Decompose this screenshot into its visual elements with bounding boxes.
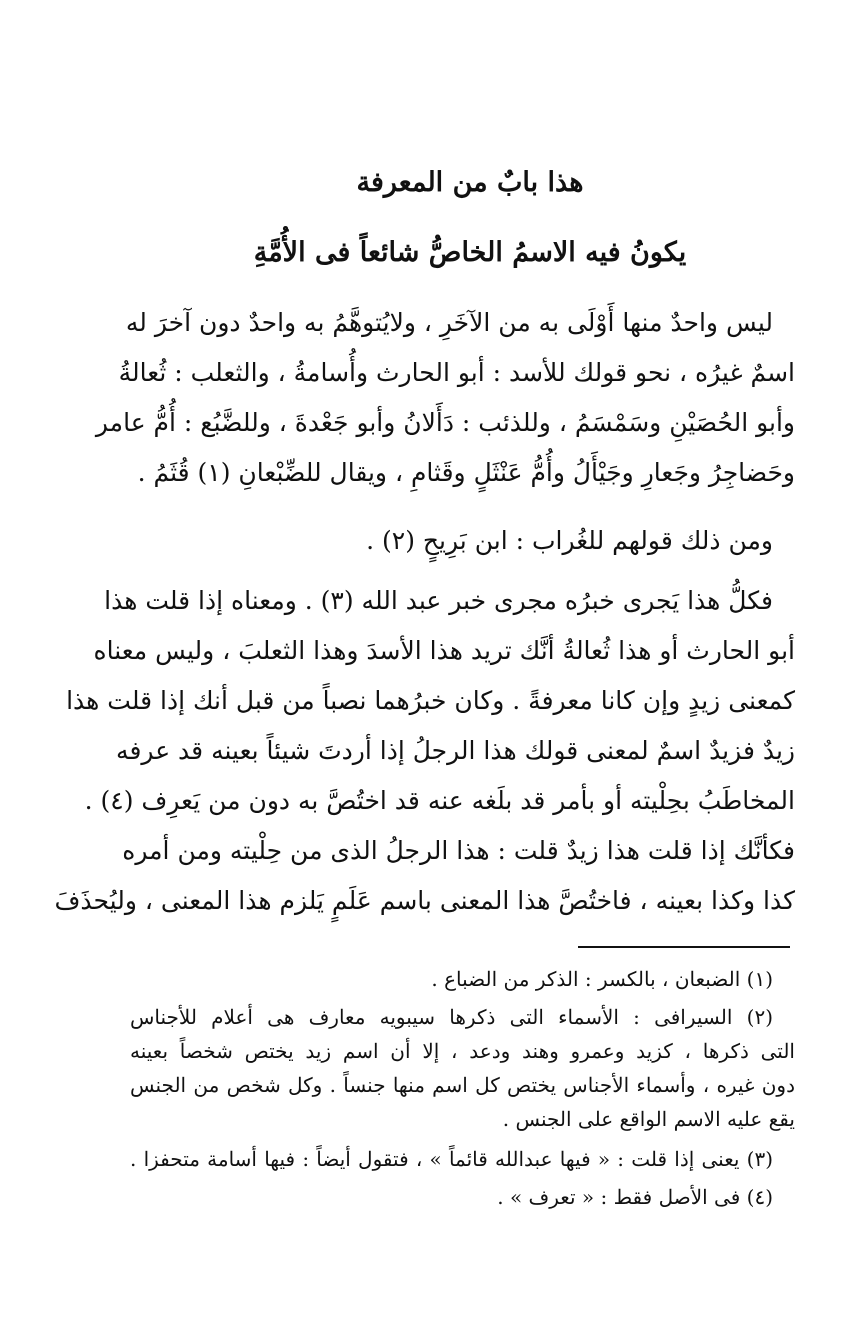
footnote-line: (٤) فى الأصل فقط : « تعرف » . xyxy=(497,1185,773,1209)
footnote-3 xyxy=(130,1142,795,1176)
footnote-4 xyxy=(130,1180,795,1214)
text-line: وأبو الحُصَيْنِ وسَمْسَمُ ، وللذئب : دَأَلانُ وأبو جَعْدةَ ، وللضَّبُع : أُمُّ عامر xyxy=(95,408,795,437)
text-line: المخاطَبُ بحِلْيته أو بأمر قد بلَغه عنه قد اختُصَّ به دون من يَعرِف (٤) . xyxy=(84,786,795,815)
text-line: كذا وكذا بعينه ، فاختُصَّ هذا المعنى باسم عَلَمٍ يَلزم هذا المعنى ، وليُحذَفَ xyxy=(54,886,795,915)
text-line: وحَضاجِرُ وجَعارِ وجَيْأَلُ وأُمُّ عَنْثَلٍ وقَثامِ ، ويقال للضِّبْعانِ (١) قُثَمُ . xyxy=(137,458,795,487)
text-line: كمعنى زيدٍ وإن كانا معرفةً . وكان خبرُهما نصباً من قبل أنك إذا قلت هذا xyxy=(66,686,795,715)
chapter-subtitle: يكونُ فيه الاسمُ الخاصُّ شائعاً فى الأُمَّةِ xyxy=(253,237,687,268)
footnote-line: دون غيره ، وأسماء الأجناس يختص كل اسم منها جنساً . وكل شخص من الجنس xyxy=(130,1073,795,1097)
text-line: اسمٌ غيرُه ، نحو قولك للأسد : أبو الحارث وأُسامةُ ، والثعلب : ثُعالةُ xyxy=(118,358,795,387)
chapter-title: هذا بابٌ من المعرفة xyxy=(356,167,584,198)
footnote-line: التى ذكرها ، كزيد وعمرو وهند ودعد ، إلا أن اسم زيد يختص شخصاً بعينه xyxy=(130,1039,795,1063)
paragraph-2 xyxy=(130,516,795,566)
footnote-1 xyxy=(130,962,795,996)
text-line: فكلُّ هذا يَجرى خبرُه مجرى خبر عبد الله (٣) . ومعناه إذا قلت هذا xyxy=(104,586,773,615)
footnote-2 xyxy=(130,1000,795,1136)
footnote-separator xyxy=(578,946,790,948)
footnote-line: (٢) السيرافى : الأسماء التى ذكرها سيبويه معارف هى أعلام للأجناس xyxy=(130,1005,773,1029)
text-line: زيدٌ فزيدٌ اسمٌ لمعنى قولك هذا الرجلُ إذا أردتَ شيئاً بعينه قد عرفه xyxy=(116,736,795,765)
text-line: ليس واحدٌ منها أَوْلَى به من الآخَرِ ، ولايُتوهَّمُ به واحدٌ دون آخرَ له xyxy=(125,308,773,337)
text-line: فكأنَّك إذا قلت هذا زيدٌ قلت : هذا الرجلُ الذى من حِلْيته ومن أمره xyxy=(122,836,795,865)
paragraph-1 xyxy=(95,298,795,498)
footnote-line: (٣) يعنى إذا قلت : « فيها عبدالله قائماً » ، فتقول أيضاً : فيها أسامة متحفزا . xyxy=(130,1147,773,1171)
text-line: أبو الحارث أو هذا ثُعالةُ أنَّك تريد هذا الأسدَ وهذا الثعلبَ ، وليس معناه xyxy=(93,636,795,665)
footnote-line: (١) الضبعان ، بالكسر : الذكر من الضباع . xyxy=(431,967,773,991)
footnotes xyxy=(130,962,795,1214)
paragraph-3 xyxy=(54,576,795,926)
footnote-line: يقع عليه الاسم الواقع على الجنس . xyxy=(502,1107,795,1131)
text-line: ومن ذلك قولهم للغُراب : ابن بَرِيحٍ (٢) . xyxy=(366,526,773,555)
